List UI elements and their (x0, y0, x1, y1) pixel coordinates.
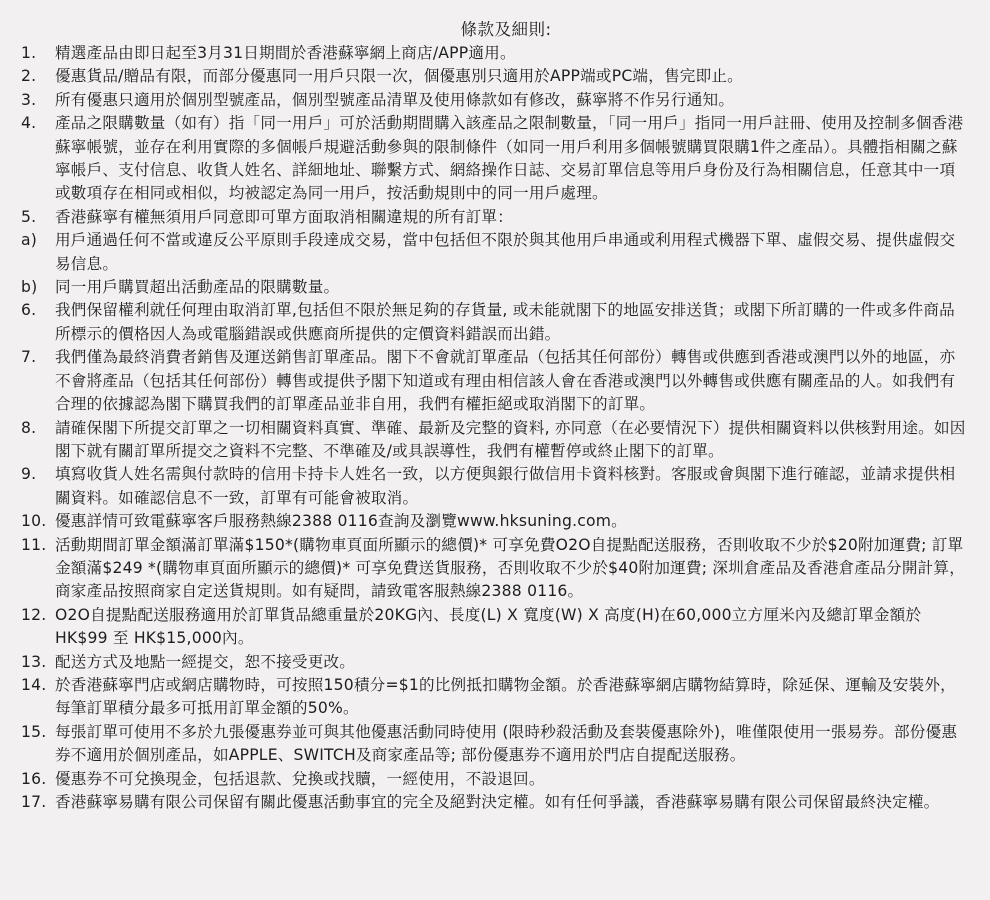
item-text: 所有優惠只適用於個別型號產品，個別型號產品清單及使用條款如有修改，蘇寧將不作另行通知。 (55, 90, 735, 109)
item-text: 我們僅為最終消費者銷售及運送銷售訂單產品。閣下不會就訂單產品（包括其任何部份）轉售或供應到香港或澳門以外的地區，亦不會將產品（包括其任何部份）轉售或提供予閣下知道或有理由相信該人會在香港或澳門以外轉售或供應有關產品的人。如我們有合理的依據認為閣下購買我們的訂單產品並非自用，我們有權拒絕或取消閣下的訂單。 (55, 348, 956, 414)
item-number: 15. (21, 722, 47, 741)
item-number: 2. (21, 67, 37, 86)
item-text: 請確保閣下所提交訂單之一切相關資料真實、準確、最新及完整的資料, 亦同意（在必要情況下）提供相關資料以供核對用途。如因閣下就有關訂單所提交之資料不完整、不準確及/或具誤導性，我們有權暫停或終止閣下的訂單。 (55, 418, 966, 460)
item-number: b) (21, 278, 38, 297)
item-text: 優惠券不可兌換現金，包括退款、兌換或找贖，一經使用，不設退回。 (55, 769, 545, 788)
item-text: 配送方式及地點一經提交，恕不接受更改。 (55, 652, 356, 671)
terms-item-8 (0, 417, 990, 464)
terms-item-17 (0, 791, 990, 814)
terms-item-10 (0, 510, 990, 533)
terms-item-13 (0, 651, 990, 674)
terms-item-5a (0, 229, 990, 276)
terms-item-15 (0, 721, 990, 768)
item-text: 香港蘇寧有權無須用戶同意即可單方面取消相關違規的所有訂單： (55, 207, 514, 226)
item-number: 7. (21, 348, 37, 367)
item-text: 產品之限購數量（如有）指「同一用戶」可於活動期間購入該產品之限制數量，「同一用戶」指同一用戶註冊、使用及控制多個香港蘇寧帳號，並存在利用實際的多個帳戶規避活動參與的限制條件（如同一用戶利用多個帳號購買限購1件之產品）。具體指相關之蘇寧帳戶、支付信息、收貨人姓名、詳細地址、聯繫方式、網絡操作日誌、交易訂單信息等用戶身份及行為相關信息，任意其中一項或數項存在相同或相似，均被認定為同一用戶，按活動規則中的同一用戶處理。 (55, 114, 964, 203)
item-number: 6. (21, 301, 37, 320)
terms-item-9 (0, 463, 990, 510)
terms-item-1 (0, 42, 990, 65)
terms-item-11 (0, 534, 990, 604)
item-text: 香港蘇寧易購有限公司保留有關此優惠活動事宜的完全及絕對決定權。如有任何爭議，香港蘇寧易購有限公司保留最終決定權。 (55, 793, 940, 811)
item-text: 於香港蘇寧門店或網店購物時，可按照150積分=$1的比例抵扣購物金額。於香港蘇寧網店購物結算時，除延保、運輸及安裝外，每筆訂單積分最多可抵用訂單金額的50%。 (55, 675, 956, 718)
terms-title: 條款及細則: (460, 20, 552, 39)
terms-item-14 (0, 674, 990, 721)
item-number: 12. (21, 605, 47, 624)
item-text: 活動期間訂單金額滿訂單滿$150*(購物車頁面所顯示的總價)* 可享免費O2O自提點配送服務，否則收取不少於$20附加運費; 訂單金額滿$249 *(購物車頁面所顯示的總價)* 可享免費送貨服務，否則收取不少於$40附加運費; 深圳倉產品及香港倉產品分開計算，商家產品按照商家自定送貨規則。如有疑問，請致電客服熱線2388 0116。 (55, 535, 966, 601)
terms-item-2 (0, 65, 990, 88)
item-number: 3. (21, 90, 37, 109)
terms-item-3 (0, 89, 990, 112)
item-text: 我們保留權利就任何理由取消訂單,包括但不限於無足夠的存貨量, 或未能就閣下的地區安排送貨；或閣下所訂購的一件或多件商品所標示的價格因人為或電腦錯誤或供應商所提供的定價資料錯誤而出錯。 (55, 301, 955, 343)
item-text: O2O自提點配送服務適用於訂單貨品總重量於20KG內、長度(L) X 寬度(W) X 高度(H)在60,000立方厘米內及總訂單金額於HK$99 至 HK$15,000內。 (55, 605, 922, 648)
item-text: 精選產品由即日起至3月31日期間於香港蘇寧網上商店/APP適用。 (55, 44, 516, 62)
item-number: 9. (21, 465, 37, 484)
item-text: 同一用戶購買超出活動產品的限購數量。 (55, 278, 340, 297)
terms-item-5b (0, 276, 990, 299)
item-text: 每張訂單可使用不多於九張優惠券並可與其他優惠活動同時使用 (限時秒殺活動及套裝優惠除外)，唯僅限使用一張易券。部份優惠券不適用於個別產品，如APPLE、SWITCH及商家產品等; 部份優惠券不適用於門店自提配送服務。 (55, 722, 958, 765)
item-number: 4. (21, 114, 37, 133)
item-number: 11. (21, 535, 47, 554)
item-number: 5. (21, 207, 37, 226)
item-text: 填寫收貨人姓名需與付款時的信用卡持卡人姓名一致，以方便與銀行做信用卡資料核對。客服或會與閣下進行確認，並請求提供相關資料。如確認信息不一致，訂單有可能會被取消。 (55, 465, 956, 507)
item-number: 14. (21, 675, 47, 694)
item-number: 17. (21, 793, 47, 811)
item-text: 優惠詳情可致電蘇寧客戶服務熱線2388 0116查詢及瀏覽www.hksuning.com。 (55, 512, 627, 531)
terms-item-6 (0, 299, 990, 346)
terms-item-12 (0, 604, 990, 651)
item-text: 優惠貨品/贈品有限，而部分優惠同一用戶只限一次，個優惠別只適用於APP端或PC端，售完即止。 (55, 67, 743, 86)
item-text: 用戶通過任何不當或違反公平原則手段達成交易，當中包括但不限於與其他用戶串通或利用程式機器下單、虛假交易、提供虛假交易信息。 (55, 231, 956, 273)
item-number: 1. (21, 44, 37, 62)
item-number: 8. (21, 418, 37, 437)
terms-item-16 (0, 768, 990, 791)
terms-item-7 (0, 346, 990, 416)
item-number: 13. (21, 652, 47, 671)
item-number: 16. (21, 769, 47, 788)
terms-list (0, 42, 990, 814)
terms-item-4 (0, 112, 990, 206)
item-number: a) (21, 231, 38, 250)
terms-item-5 (0, 206, 990, 229)
item-number: 10. (21, 512, 47, 531)
